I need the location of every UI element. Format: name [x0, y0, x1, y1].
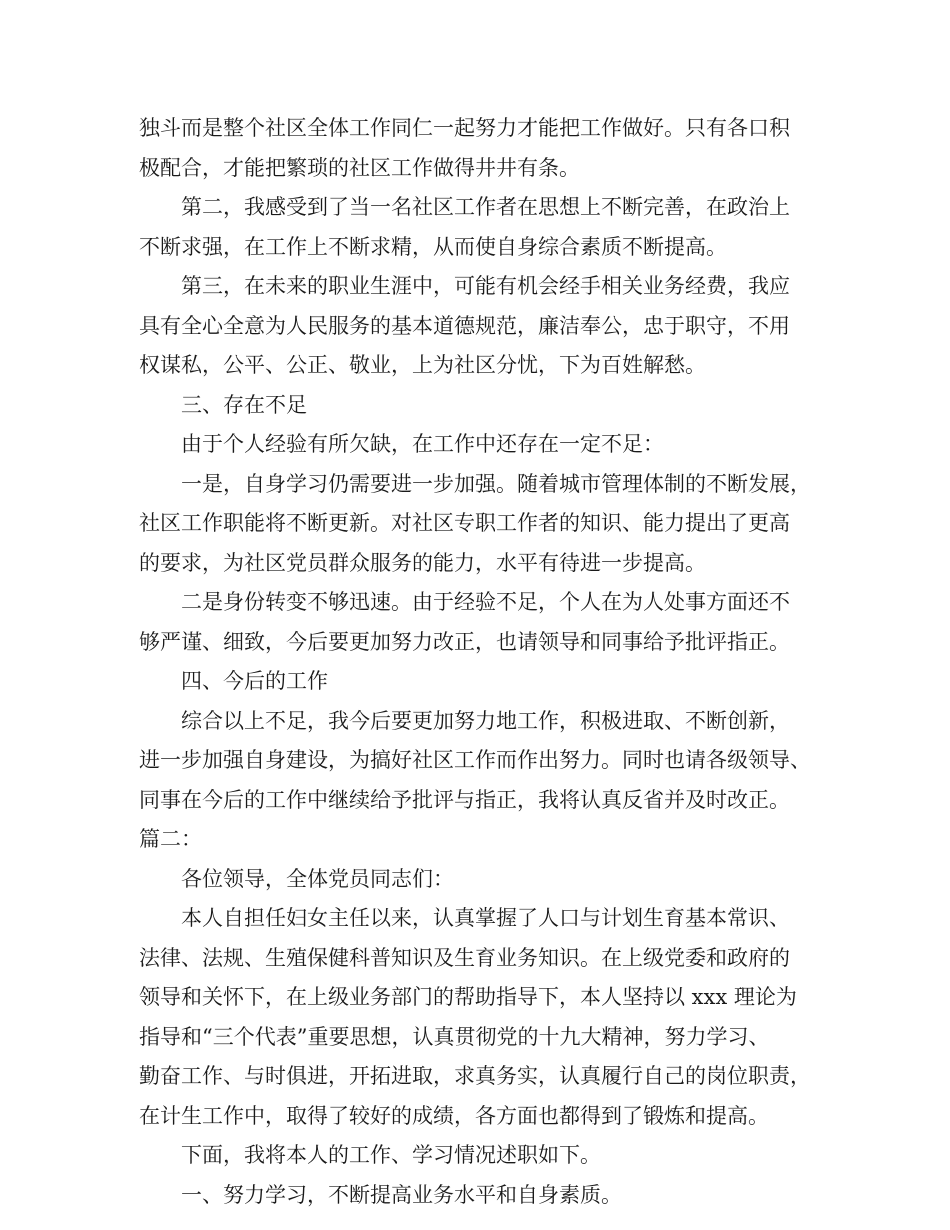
text-line: 独斗而是整个社区全体工作同仁一起努力才能把工作做好。只有各口积 — [139, 116, 790, 140]
text-line: 勤奋工作、与时俱进，开拓进取，求真务实，认真履行自己的岗位职责， — [139, 1064, 811, 1088]
text-line: 篇二： — [139, 827, 202, 851]
text-line: 二是身份转变不够迅速。由于经验不足，个人在为人处事方面还不 — [181, 590, 790, 614]
text-line: 具有全心全意为人民服务的基本道德规范，廉洁奉公，忠于职守，不用 — [139, 313, 790, 338]
text-line: 各位领导，全体党员同志们： — [181, 866, 454, 891]
text-line: 下面，我将本人的工作、学习情况述职如下。 — [181, 1143, 601, 1167]
text-line: 指导和“三个代表”重要思想，认真贯彻党的十九大精神，努力学习、 — [139, 1024, 770, 1049]
text-line: 的要求，为社区党员群众服务的能力，水平有待进一步提高。 — [139, 550, 706, 575]
text-line: 极配合，才能把繁琐的社区工作做得井井有条。 — [139, 155, 580, 180]
text-line: 法律、法规、生殖保健科普知识及生育业务知识。在上级党委和政府的 — [139, 945, 790, 970]
text-line: 社区工作职能将不断更新。对社区专职工作者的知识、能力提出了更高 — [139, 511, 790, 535]
text-line: 进一步加强自身建设，为搞好社区工作而作出努力。同时也请各级领导、 — [139, 748, 811, 772]
text-line: 四、今后的工作 — [181, 669, 328, 693]
document-body — [139, 109, 839, 1215]
text-line: 在计生工作中，取得了较好的成绩，各方面也都得到了锻炼和提高。 — [139, 1103, 769, 1128]
text-line: 由于个人经验有所欠缺，在工作中还存在一定不足： — [181, 432, 664, 456]
text-line: 第三，在未来的职业生涯中，可能有机会经手相关业务经费，我应 — [181, 274, 790, 298]
text-line: 本人自担任妇女主任以来，认真掌握了人口与计划生育基本常识、 — [181, 906, 790, 930]
text-line: 一、努力学习，不断提高业务水平和自身素质。 — [181, 1182, 622, 1207]
text-line: 综合以上不足，我今后要更加努力地工作，积极进取、不断创新， — [181, 708, 790, 733]
text-line: 一是，自身学习仍需要进一步加强。随着城市管理体制的不断发展， — [181, 471, 811, 496]
text-line: 第二，我感受到了当一名社区工作者在思想上不断完善，在政治上 — [181, 195, 790, 219]
text-line: 够严谨、细致，今后要更加努力改正，也请领导和同事给予批评指正。 — [139, 629, 790, 654]
text-line: 三、存在不足 — [181, 392, 307, 417]
text-line: 权谋私，公平、公正、敬业，上为社区分忧，下为百姓解愁。 — [139, 353, 706, 377]
text-line: 同事在今后的工作中继续给予批评与指正，我将认真反省并及时改正。 — [139, 787, 790, 812]
text-line: 领导和关怀下，在上级业务部门的帮助指导下，本人坚持以 xxx 理论为 — [139, 985, 797, 1009]
text-line: 不断求强，在工作上不断求精，从而使自身综合素质不断提高。 — [139, 234, 727, 259]
